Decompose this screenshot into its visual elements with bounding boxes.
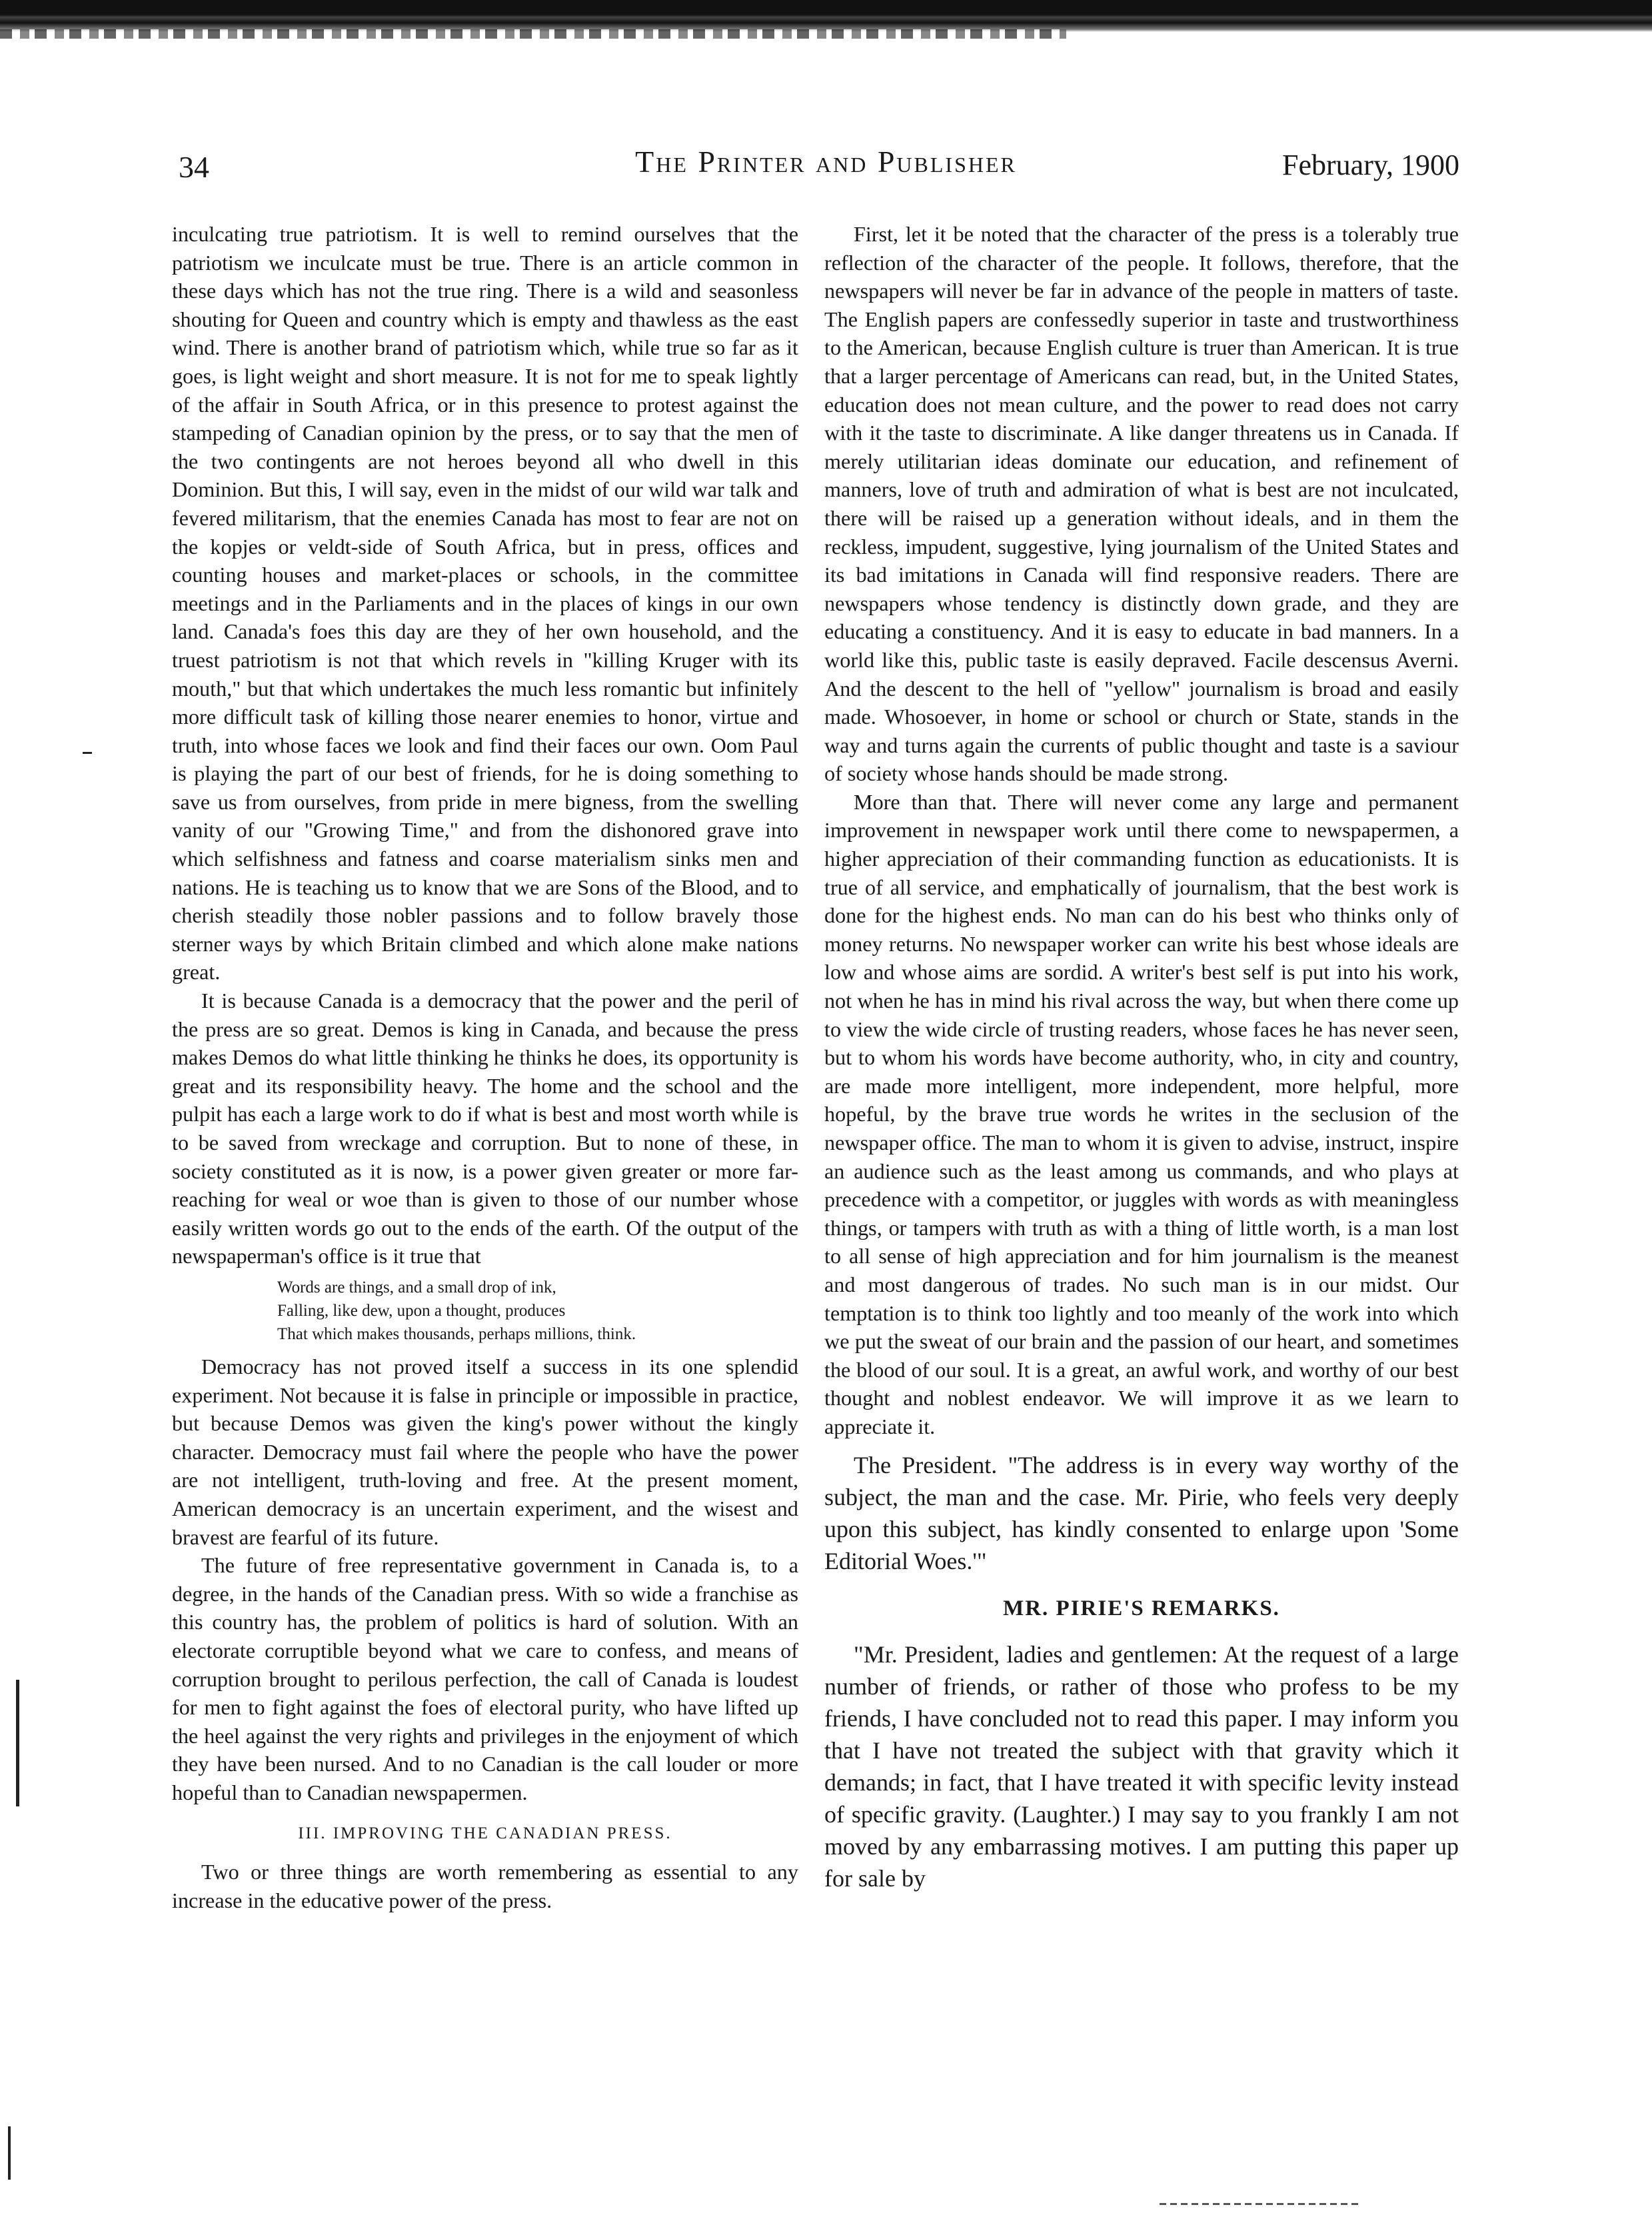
- top-scan-band: [0, 0, 1652, 32]
- section-heading: III. IMPROVING THE CANADIAN PRESS.: [298, 1824, 672, 1843]
- poem-line: Falling, like dew, upon a thought, produces: [277, 1301, 566, 1320]
- poem-line: That which makes thousands, perhaps millions, think.: [277, 1324, 636, 1343]
- footer-rule: [1160, 2203, 1359, 2205]
- page-number: 34: [179, 150, 209, 184]
- paragraph: More than that. There will never come any large and permanent improvement in newspaper work until there come to newspapermen, a higher appreciation of their commanding function as educationists. It is true of all service, and emphatically of journalism, that the best work is done for the highest ends. No man can do his best who thinks only of money returns. No newspaper worker can write his best whose ideals are low and whose aims are sordid. A writer's best self is put into his work, not when he has in mind his rival across the way, but when there come up to view the wide circle of trusting readers, whose faces he has never seen, but to whom his words have become authority, who, in city and country, are made more intelligent, more independent, more helpful, more hopeful, by the brave true words he writes in the seclusion of the newspaper office. The man to whom it is given to advise, instruct, inspire an audience such as the least among us commands, and who plays at precedence with a competitor, or juggles with words as with meaningless things, or tampers with truth as with a thing of little worth, is a man lost to all sense of high appreciation and for him journalism is the meanest and most dangerous of trades. No such man is in our midst. Our temptation is to think too lightly and too meanly of the work into which we put the sweat of our brain and the passion of our heart, and sometimes the blood of our soul. It is a great, an awful work, and worthy of our best thought and noblest endeavor. We will improve it as we learn to appreciate it.: [824, 789, 1459, 1438]
- paragraph: Democracy has not proved itself a success in its one splendid experiment. Not because it is false in principle or impossible in practice, but because Demos was given the king's power without the kingly character. Democracy must fail where the people who have the power are not intelligent, truth-loving and free. At the present moment, American democracy is an uncertain experiment, and the wisest and bravest are fearful of its future.: [172, 1354, 798, 1549]
- poem-line: Words are things, and a small drop of ink,: [277, 1278, 556, 1296]
- running-title: The Printer and Publisher: [635, 145, 1017, 179]
- subheading: MR. PIRIE'S REMARKS.: [1003, 1596, 1280, 1620]
- paragraph: "Mr. President, ladies and gentlemen: At the request of a large number of friends, or rather of those who profess to be my friends, I have concluded not to read this paper. I may inform you that I have not treated the subject with that gravity which it demands; in fact, that I have treated it with specific levity instead of specific gravity. (Laughter.) I may say to you frankly I am not moved by any embarrassing motives. I am putting this paper up for sale by: [824, 1641, 1459, 1892]
- paragraph: It is because Canada is a democracy that the power and the peril of the press are so great. Demos is king in Canada, and because the press makes Demos do what little thinking he thinks he does, its opportunity is great and its responsibility heavy. The home and the school and the pulpit has each a large work to do if what is best and most worth while is to be saved from wreckage and corruption. But to none of these, in society constituted as it is now, is a power given greater or more far-reaching for weal or woe than is given to those of our number whose easily written words go out to the ends of the earth. Of the output of the newspaperman's office is it true that: [172, 989, 798, 1268]
- left-column: [172, 220, 798, 2206]
- paragraph: inculcating true patriotism. It is well to remind ourselves that the patriotism we inculcate must be true. There is an article common in these days which has not the true ring. There is a wild and seasonless shouting for Queen and country which is empty and thawless as the east wind. There is another brand of patriotism which, while true so far as it goes, is light weight and short measure. It is not for me to speak lightly of the affair in South Africa, or in this presence to protest against the stampeding of Canadian opinion by the press, or to say that the men of the two contingents are not heroes beyond all who dwell in this Dominion. But this, I will say, even in the midst of our wild war talk and fevered militarism, that the enemies Canada has most to fear are not on the kopjes or veldt-side of South Africa, but in press, offices and counting houses and market-places or schools, in the committee meetings and in the Parliaments and in the places of kings in our own land. Canada's foes this day are they of her own household, and the truest patriotism is not that which revels in "killing Kruger with its mouth," but that which undertakes the much less romantic but infinitely more difficult task of killing those nearer enemies to honor, virtue and truth, into whose faces we look and find their faces our own. Oom Paul is playing the part of our best of friends, for he is doing something to save us from ourselves, from pride in mere bigness, from the swelling vanity of our "Growing Time," and from the dishonored grave into which selfishness and fatness and coarse materialism sinks men and nations. He is teaching us to know that we are Sons of the Blood, and to cherish steadily those nobler passions and to follow bravely those sterner ways by which Britain climbed and which alone make nations great.: [172, 222, 798, 985]
- paragraph: Two or three things are worth remembering as essential to any increase in the educative power of the press.: [172, 1860, 798, 1912]
- paragraph: First, let it be noted that the character of the press is a tolerably true reflection of the character of the people. It follows, therefore, that the newspapers will never be far in advance of the people in matters of taste. The English papers are confessedly superior in taste and trustworthiness to the American, because English culture is truer than American. It is true that a larger percentage of Americans can read, but, in the United States, education does not mean culture, and the power to read does not carry with it the taste to discriminate. A like danger threatens us in Canada. If merely utilitarian ideas dominate our education, and refinement of manners, love of truth and admiration of what is best are not inculcated, there will be raised up a generation without ideals, and in them the reckless, impudent, suggestive, lying journalism of the United States and its bad imitations in Canada will find responsive readers. There are newspapers whose tendency is distinctly down grade, and they are educating a constituency. And it is easy to educate in bad manners. In a world like this, public taste is easily depraved. Facile descensus Averni. And the descent to the hell of "yellow" journalism is broad and easily made. Whosoever, in home or school or church or State, stands in the way and turns again the currents of public thought and taste is a saviour of society whose hands should be made strong.: [824, 222, 1459, 786]
- right-column: [824, 220, 1459, 2206]
- margin-mark: [83, 752, 92, 754]
- margin-mark: [16, 1680, 19, 1806]
- poem-quote: [277, 1276, 798, 1346]
- issue-date: February, 1900: [1282, 149, 1459, 181]
- margin-mark: [8, 2126, 11, 2180]
- paragraph: The future of free representative government in Canada is, to a degree, in the hands of the Canadian press. With so wide a franchise as this country has, the problem of politics is hard of solution. With an electorate corruptible beyond what we care to confess, and means of corruption brought to perilous perfection, the call of Canada is loudest for men to fight against the foes of electoral purity, who have lifted up the heel against the very rights and privileges in the enjoyment of which they have been nursed. And to no Canadian is the call louder or more hopeful than to Canadian newspapermen.: [172, 1553, 798, 1804]
- page-header: [0, 141, 1652, 195]
- paragraph: The President. "The address is in every way worthy of the subject, the man and the case. Mr. Pirie, who feels very deeply upon this subject, has kindly consented to enlarge upon 'Some Editorial Woes.'": [824, 1451, 1459, 1574]
- top-scan-band-edge: [0, 29, 1066, 39]
